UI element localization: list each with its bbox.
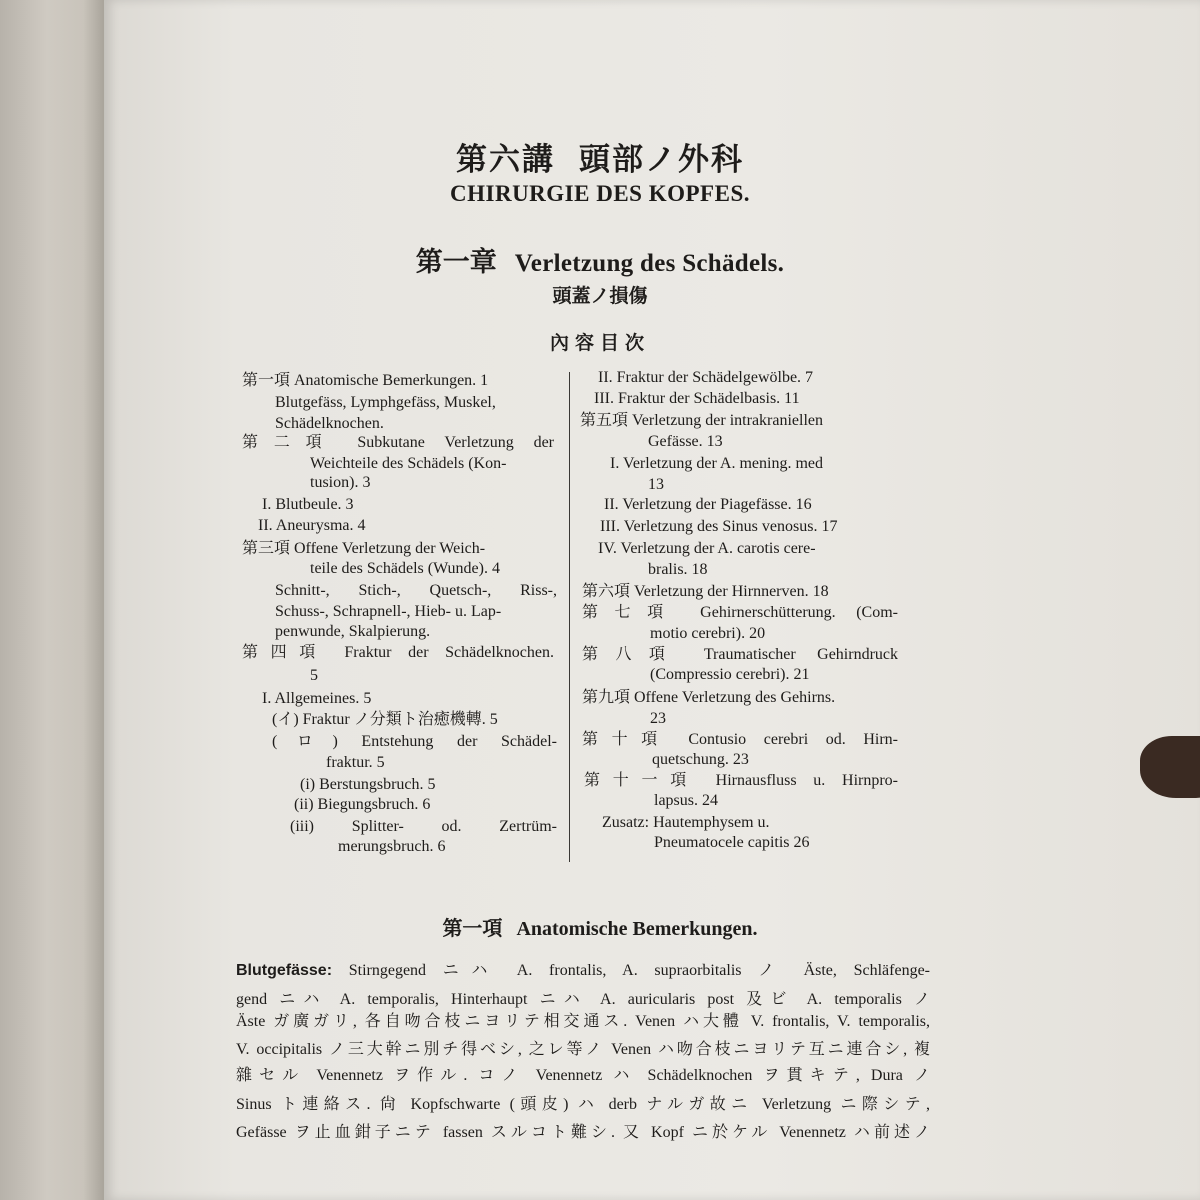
toc-right-line: 23	[650, 710, 666, 727]
toc-right-line: III. Fraktur der Schädelbasis. 11	[594, 390, 800, 407]
toc-right-line: Gefässe. 13	[648, 433, 723, 450]
toc-right-line: 13	[648, 476, 664, 493]
section-number: 第一項	[442, 916, 503, 940]
lecture-number: 第六講	[456, 142, 555, 178]
chapter-title-de: Verletzung des Schädels.	[514, 250, 785, 277]
lecture-title	[0, 134, 1200, 179]
toc-left-line: (ロ) Entstehung der Schädel-	[272, 733, 557, 750]
toc-left-line: (iii) Splitter- od. Zertrüm-	[290, 818, 557, 835]
toc-left-line: teile des Schädels (Wunde). 4	[310, 560, 500, 577]
toc-right-line: 第五項 Verletzung der intrakraniellen	[580, 412, 824, 429]
toc-left-line: tusion). 3	[310, 474, 371, 491]
body-label: Blutgefässe:	[236, 962, 333, 979]
chapter-number: 第一章	[415, 247, 497, 278]
toc-right-line: 第七項 Gehirnerschütterung. (Com-	[582, 604, 898, 621]
body-text: Stirngegend ニハ A. frontalis, A. supraorbitalis ノ Äste, Schläfenge-	[348, 962, 931, 979]
toc-right-line: bralis. 18	[648, 561, 708, 578]
body-line	[236, 961, 930, 981]
lecture-title-latin: CHIRURGIE DES KOPFES.	[450, 181, 750, 206]
lecture-title-jp: 頭部ノ外科	[579, 142, 744, 178]
toc-right-line: III. Verletzung des Sinus venosus. 17	[600, 518, 838, 535]
body-line: V. occipitalis ノ三大幹ニ別チ得ベシ, 之レ等ノ Venen ハ吻合枝ニヨリテ互ニ連合シ, 複	[236, 1041, 930, 1058]
body-line: Sinus ト連絡ス. 尙 Kopfschwarte (頭皮) ハ derb ナルガ故ニ Verletzung ニ際シテ,	[236, 1096, 930, 1113]
body-line: 雜セル Venennetz ヲ作ル. コノ Venennetz ハ Schädelknochen ヲ貫キテ, Dura ノ	[236, 1067, 930, 1084]
book-spine-shadow	[0, 0, 104, 1200]
toc-left-line: 5	[310, 667, 318, 684]
toc-left-line: merungsbruch. 6	[338, 838, 446, 855]
toc-right-line: 第十一項 Hirnausfluss u. Hirnpro-	[584, 772, 898, 789]
toc-right-line: motio cerebri). 20	[650, 625, 766, 642]
toc-right-line: 第八項 Traumatischer Gehirndruck	[582, 646, 898, 663]
toc-right-line: IV. Verletzung der A. carotis cere-	[598, 540, 816, 557]
chapter-heading	[0, 240, 1200, 279]
toc-right-line: Pneumatocele capitis 26	[654, 834, 810, 851]
toc-left-line: 第二項 Subkutane Verletzung der	[242, 434, 554, 451]
toc-right-line: II. Verletzung der Piagefässe. 16	[604, 496, 812, 513]
toc-left-line: (i) Berstungsbruch. 5	[300, 776, 436, 793]
toc-left-line: II. Aneurysma. 4	[258, 517, 366, 534]
toc-right-line: lapsus. 24	[654, 792, 718, 809]
body-line: Äste ガ廣ガリ, 各自吻合枝ニヨリテ相交通ス. Venen ハ大體 V. frontalis, V. temporalis,	[236, 1013, 930, 1030]
toc-left-line: 第三項 Offene Verletzung der Weich-	[242, 540, 486, 557]
toc-left-line: penwunde, Skalpierung.	[275, 623, 431, 640]
toc-left-line: I. Allgemeines. 5	[262, 690, 372, 707]
toc-left-line: 第一項 Anatomische Bemerkungen. 1	[242, 372, 489, 389]
toc-left-line: Schnitt-, Stich-, Quetsch-, Riss-,	[275, 582, 557, 599]
toc-right-line: quetschung. 23	[652, 751, 749, 768]
toc-left-line: I. Blutbeule. 3	[262, 496, 354, 513]
body-line: Gefässe ヲ止血鉗子ニテ fassen スルコト難シ. 又 Kopf ニ於ケル Venennetz ハ前述ノ	[236, 1124, 930, 1141]
toc-title: 內容目次	[549, 332, 650, 354]
body-line: gend ニハ A. temporalis, Hinterhaupt ニハ A. auricularis post 及ビ A. temporalis ノ	[236, 991, 930, 1008]
toc-left-line: (イ) Fraktur ノ分類ト治癒機轉. 5	[272, 711, 498, 728]
toc-right-line: Zusatz: Hautemphysem u.	[602, 814, 770, 831]
toc-left-line: Blutgefäss, Lymphgefäss, Muskel,	[275, 394, 496, 411]
toc-left-line: Schädelknochen.	[275, 415, 384, 432]
toc-left-line: fraktur. 5	[326, 754, 385, 771]
toc-right-line: (Compressio cerebri). 21	[650, 666, 810, 683]
toc-left-line: 第四項 Fraktur der Schädelknochen.	[242, 644, 554, 661]
toc-right-line: 第十項 Contusio cerebri od. Hirn-	[582, 731, 898, 748]
page-edge-stain	[1140, 736, 1200, 798]
section-title: Anatomische Bemerkungen.	[516, 918, 758, 940]
section-heading	[0, 912, 1200, 941]
toc-left-line: Weichteile des Schädels (Kon-	[310, 455, 507, 472]
toc-right-line: I. Verletzung der A. mening. med	[610, 455, 823, 472]
chapter-title-jp: 頭蓋ノ損傷	[552, 285, 648, 307]
toc-column-divider	[569, 372, 570, 862]
toc-left-line: (ii) Biegungsbruch. 6	[294, 796, 431, 813]
toc-right-line: 第六項 Verletzung der Hirnnerven. 18	[582, 583, 829, 600]
toc-left-line: Schuss-, Schrapnell-, Hieb- u. Lap-	[275, 603, 502, 620]
toc-right-line: II. Fraktur der Schädelgewölbe. 7	[598, 369, 814, 386]
toc-right-line: 第九項 Offene Verletzung des Gehirns.	[582, 689, 836, 706]
